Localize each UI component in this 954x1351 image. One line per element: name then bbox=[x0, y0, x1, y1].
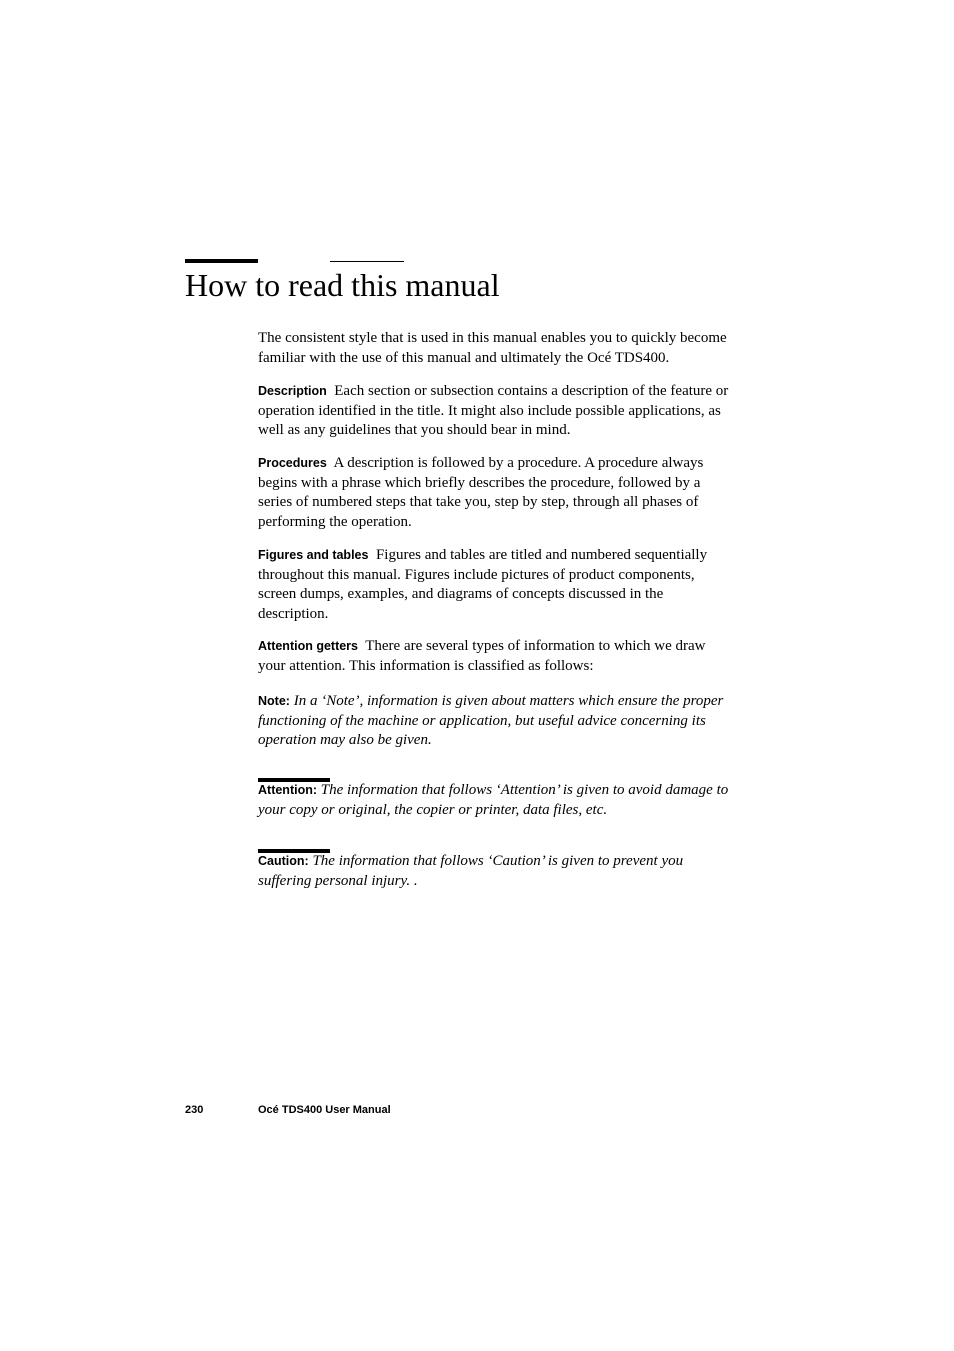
caution-block bbox=[258, 852, 736, 891]
section-text: Each section or subsection contains a description of the feature or operation identified in the title. It might also include possible applications, as well as any guidelines that you should bear in mind. bbox=[258, 383, 729, 438]
intro-paragraph bbox=[258, 329, 736, 368]
caution-label: Caution: bbox=[258, 854, 309, 868]
section-text: Figures and tables are titled and numbered sequentially throughout this manual. Figures include pictures of product components, screen dumps, examples, and diagrams of concepts discussed in the description. bbox=[258, 547, 708, 622]
attention-text: The information that follows ‘Attention’ is given to avoid damage to your copy or original, the copier or printer, data files, etc. bbox=[258, 782, 729, 818]
note-block bbox=[258, 692, 736, 751]
section-label: Figures and tables bbox=[258, 548, 369, 562]
footer-page-number: 230 bbox=[185, 1104, 204, 1116]
section-attention-getters bbox=[258, 637, 736, 676]
note-label: Note: bbox=[258, 694, 290, 708]
section-figures-and-tables bbox=[258, 546, 736, 624]
title-rule-thick bbox=[185, 259, 258, 263]
section-label: Attention getters bbox=[258, 639, 358, 653]
section-text: There are several types of information to which we draw your attention. This information is classified as follows: bbox=[258, 638, 706, 674]
section-label: Description bbox=[258, 384, 327, 398]
intro-text: The consistent style that is used in this manual enables you to quickly become familiar with the use of this manual and ultimately the Océ TDS400. bbox=[258, 330, 727, 366]
section-procedures bbox=[258, 454, 736, 532]
section-description bbox=[258, 382, 736, 441]
caution-text: The information that follows ‘Caution’ is given to prevent you suffering personal injury. . bbox=[258, 853, 684, 889]
note-text: In a ‘Note’, information is given about matters which ensure the proper functioning of the machine or application, but useful advice concerning its operation may also be given. bbox=[258, 693, 724, 748]
title-rule-thin bbox=[330, 261, 404, 262]
section-text: A description is followed by a procedure. A procedure always begins with a phrase which briefly describes the procedure, followed by a series of numbered steps that take you, step by step, through all phases of performing the operation. bbox=[258, 455, 704, 530]
page-title: How to read this manual bbox=[185, 267, 500, 303]
attention-label: Attention: bbox=[258, 783, 318, 797]
footer-manual-title: Océ TDS400 User Manual bbox=[258, 1104, 391, 1116]
section-label: Procedures bbox=[258, 456, 327, 470]
attention-block bbox=[258, 781, 736, 820]
